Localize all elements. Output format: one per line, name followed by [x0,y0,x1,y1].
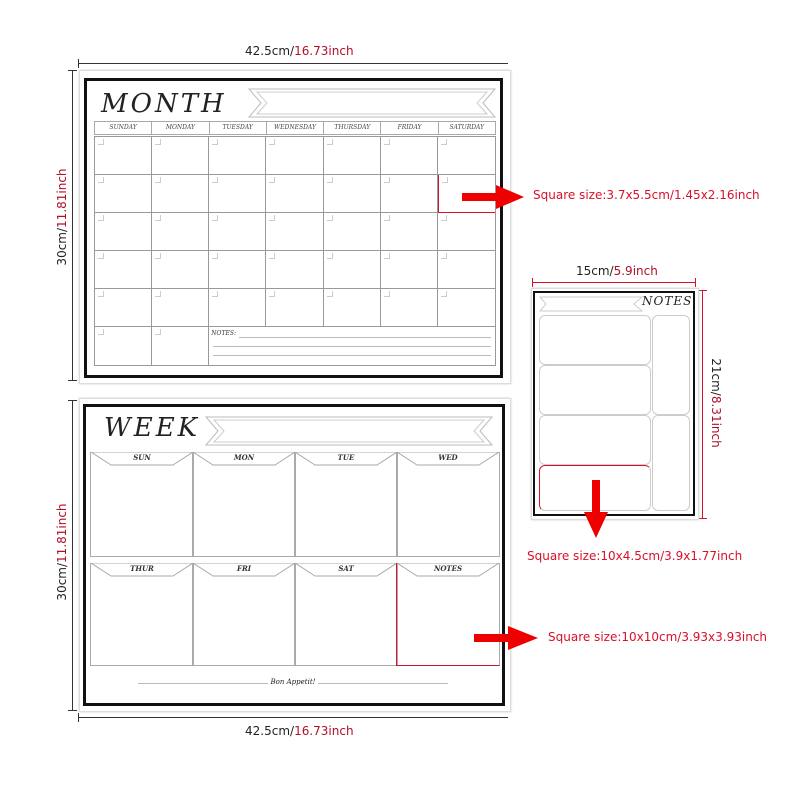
note-line [213,346,491,347]
tick [532,278,533,287]
day-label: THUR [130,564,154,573]
day-cell [209,289,266,327]
day-label: WED [438,453,458,462]
week-square-size-callout: Square size:10x10cm/3.93x3.93inch [548,630,768,644]
notes-title: NOTES [642,294,693,308]
arrow-down-icon [584,480,608,540]
week-width-line [78,717,508,718]
height-inch: 8.31inch [709,395,723,448]
day-monday: MONDAY [152,122,209,134]
day-saturday: SATURDAY [449,124,485,131]
week-day-sun [90,452,194,557]
notes-width-line [532,282,696,283]
week-height-line [72,400,73,710]
notes-box [539,415,651,465]
day-cell [95,251,152,289]
day-cell [324,213,381,251]
notes-box [539,315,651,365]
day-cell [381,289,438,327]
tick [68,400,77,401]
notes-board-frame [533,291,695,516]
day-cell [209,251,266,289]
tick [68,70,77,71]
notes-width-label [576,264,658,278]
month-notes-label: NOTES: [211,330,236,337]
height-cm: 30cm/ [55,562,69,601]
height-inch: 11.81inch [55,168,69,228]
width-inch: 5.9inch [613,264,658,278]
day-cell [209,213,266,251]
week-day-thur [90,563,194,666]
week-day-mon [192,452,296,557]
day-cell [95,213,152,251]
week-day-wed [396,452,500,557]
arrow-right-icon [462,183,526,211]
week-title: WEEK [104,413,201,443]
month-title: MONTH [101,89,227,119]
height-cm: 21cm/ [709,358,723,396]
month-grid [94,136,496,366]
day-cell [381,137,438,175]
day-cell [438,289,495,327]
day-cell [95,137,152,175]
tick [698,290,707,291]
notes-height-line [702,290,703,518]
day-label: FRI [236,564,252,573]
day-cell [381,213,438,251]
day-cell [324,289,381,327]
width-inch: 16.73inch [294,44,354,58]
day-cell [152,213,209,251]
day-wednesday: WEDNESDAY [267,122,324,134]
week-day-tue [294,452,398,557]
day-cell [95,289,152,327]
day-label: TUE [337,453,355,462]
tick [78,713,79,722]
tick [78,59,79,68]
day-cell [152,137,209,175]
notes-side-box [652,415,690,511]
day-friday: FRIDAY [381,122,438,134]
day-cell [209,175,266,213]
day-cell [324,251,381,289]
week-board-frame [83,404,505,706]
day-cell [152,175,209,213]
week-width-label [245,724,354,738]
notes-side-box [652,315,690,415]
day-cell [266,137,323,175]
month-width-line [78,63,508,64]
month-notes-area [209,327,495,365]
month-board-frame [84,78,503,378]
day-cell [152,251,209,289]
day-cell [152,289,209,327]
day-thursday: THURSDAY [324,122,381,134]
day-cell [324,137,381,175]
day-cell [266,175,323,213]
height-inch: 11.81inch [55,503,69,563]
month-title-banner [247,87,497,119]
day-cell [438,213,495,251]
week-height-label [55,482,69,622]
day-cell [95,175,152,213]
week-day-fri [192,563,296,666]
day-cell [381,175,438,213]
width-cm: 42.5cm/ [245,44,295,58]
tick [695,278,696,287]
notes-square-size-callout: Square size:10x4.5cm/3.9x1.77inch [527,549,743,563]
tick [68,710,77,711]
month-height-label [55,147,69,287]
width-cm: 15cm/ [576,264,614,278]
day-label: NOTES [433,564,463,573]
day-cell [324,175,381,213]
month-height-line [72,70,73,380]
tick [698,518,707,519]
day-cell [266,213,323,251]
day-cell [266,289,323,327]
notes-box [539,365,651,415]
day-sunday: SUNDAY [95,122,152,134]
note-line [239,337,491,338]
width-inch: 16.73inch [294,724,354,738]
notes-height-label [709,333,723,473]
day-label: MON [233,453,255,462]
footer-logo: Bon Appetit! [268,675,318,689]
month-width-label [245,44,354,58]
week-title-banner [204,415,494,447]
tick [68,380,77,381]
day-cell [95,327,152,365]
day-cell [266,251,323,289]
notes-title-banner [539,296,643,312]
day-label: SAT [338,564,354,573]
day-label: SUN [133,453,151,462]
width-cm: 42.5cm/ [245,724,295,738]
arrow-right-icon [474,624,540,652]
day-tuesday: TUESDAY [210,122,267,134]
day-cell [438,251,495,289]
height-cm: 30cm/ [55,227,69,266]
month-square-size-callout: Square size:3.7x5.5cm/1.45x2.16inch [533,188,760,202]
day-cell [438,137,495,175]
note-line [213,355,491,356]
month-day-header [94,121,496,135]
day-cell [381,251,438,289]
day-cell [209,137,266,175]
week-day-sat [294,563,398,666]
day-cell [152,327,209,365]
